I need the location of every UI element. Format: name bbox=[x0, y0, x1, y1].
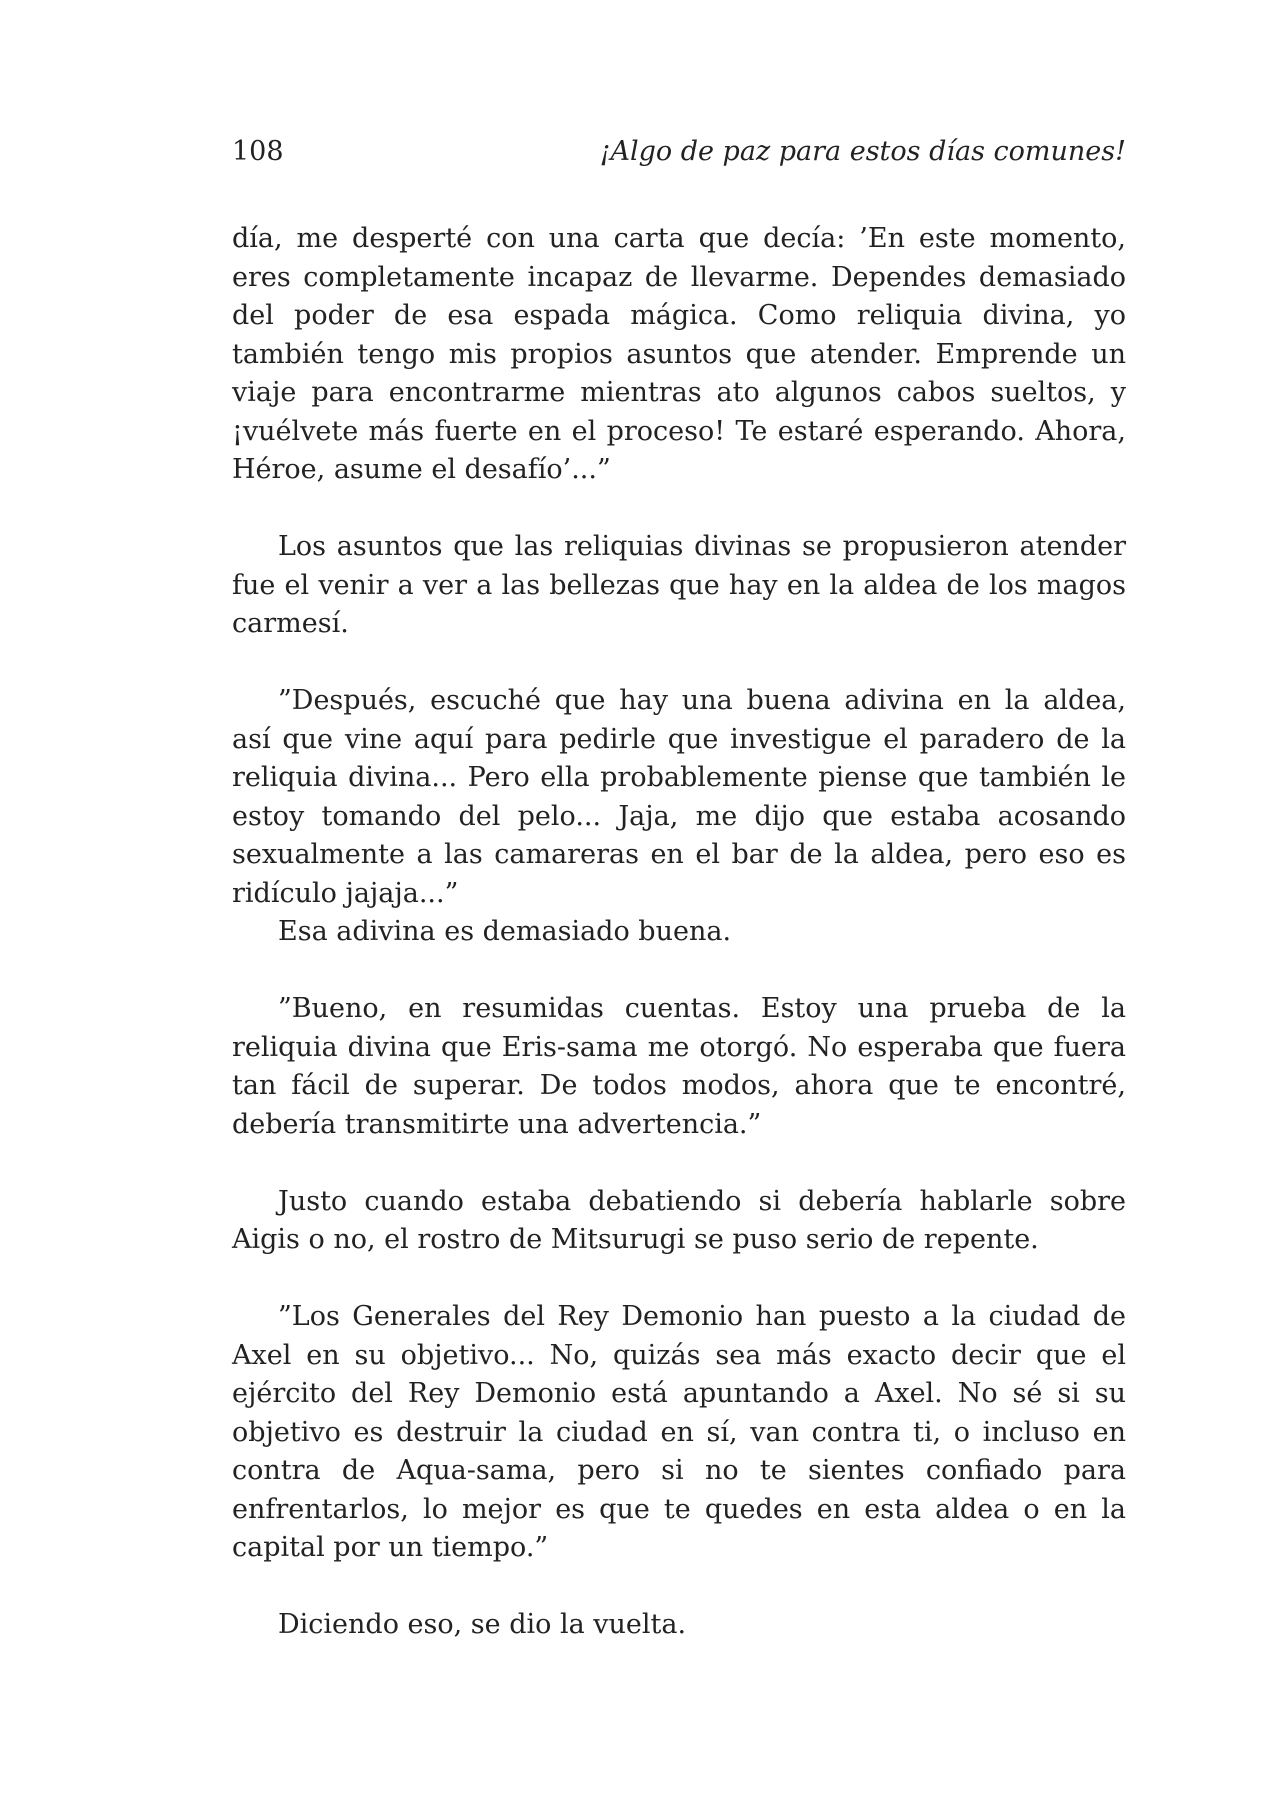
paragraph-continued: día, me desperté con una carta que decía: ’En este momento, eres completamente incapaz de llevarme. Dependes demasiado del poder de esa espada mágica. Como reliquia divina, yo también tengo mis propios asuntos que atender. Emprende un viaje para encontrarme mientras ato algunos cabos sueltos, y ¡vuélvete más fuerte en el proceso! Te estaré esperando. Ahora, Héroe, asume el desafío’...” bbox=[232, 223, 1126, 485]
paragraph: Los asuntos que las reliquias divinas se propusieron atender fue el venir a ver a las bellezas que hay en la aldea de los magos carmesí. bbox=[232, 531, 1126, 639]
running-header bbox=[232, 132, 1126, 172]
paragraph: Justo cuando estaba debatiendo si debería hablarle sobre Aigis o no, el rostro de Mitsurugi se puso serio de repente. bbox=[232, 1185, 1126, 1255]
paragraph: ”Después, escuché que hay una buena adivina en la aldea, así que vine aquí para pedirle que investigue el paradero de la reliquia divina... Pero ella probablemente piense que también le estoy tomando del pelo... Jaja, me dijo que estaba acosando sexualmente a las camareras en el bar de la aldea, pero eso es ridículo jajaja...” bbox=[232, 685, 1126, 909]
paragraph: Diciendo eso, se dio la vuelta. bbox=[278, 1609, 687, 1640]
paragraph: Esa adivina es demasiado buena. bbox=[278, 916, 732, 947]
running-title: ¡Algo de paz para estos días comunes! bbox=[599, 136, 1126, 167]
paragraph: ”Bueno, en resumidas cuentas. Estoy una prueba de la reliquia divina que Eris-sama me otorgó. No esperaba que fuera tan fácil de superar. De todos modos, ahora que te encontré, debería transmitirte una advertencia.” bbox=[232, 993, 1126, 1140]
paragraph: ”Los Generales del Rey Demonio han puesto a la ciudad de Axel en su objetivo... No, quizás sea más exacto decir que el ejército del Rey Demonio está apuntando a Axel. No sé si su objetivo es destruir la ciudad en sí, van contra ti, o incluso en contra de Aqua-sama, pero si no te sientes confiado para enfrentarlos, lo mejor es que te quedes en esta aldea o en la capital por un tiempo.” bbox=[232, 1301, 1126, 1563]
body-text bbox=[232, 220, 1126, 1683]
page-number: 108 bbox=[232, 136, 284, 167]
